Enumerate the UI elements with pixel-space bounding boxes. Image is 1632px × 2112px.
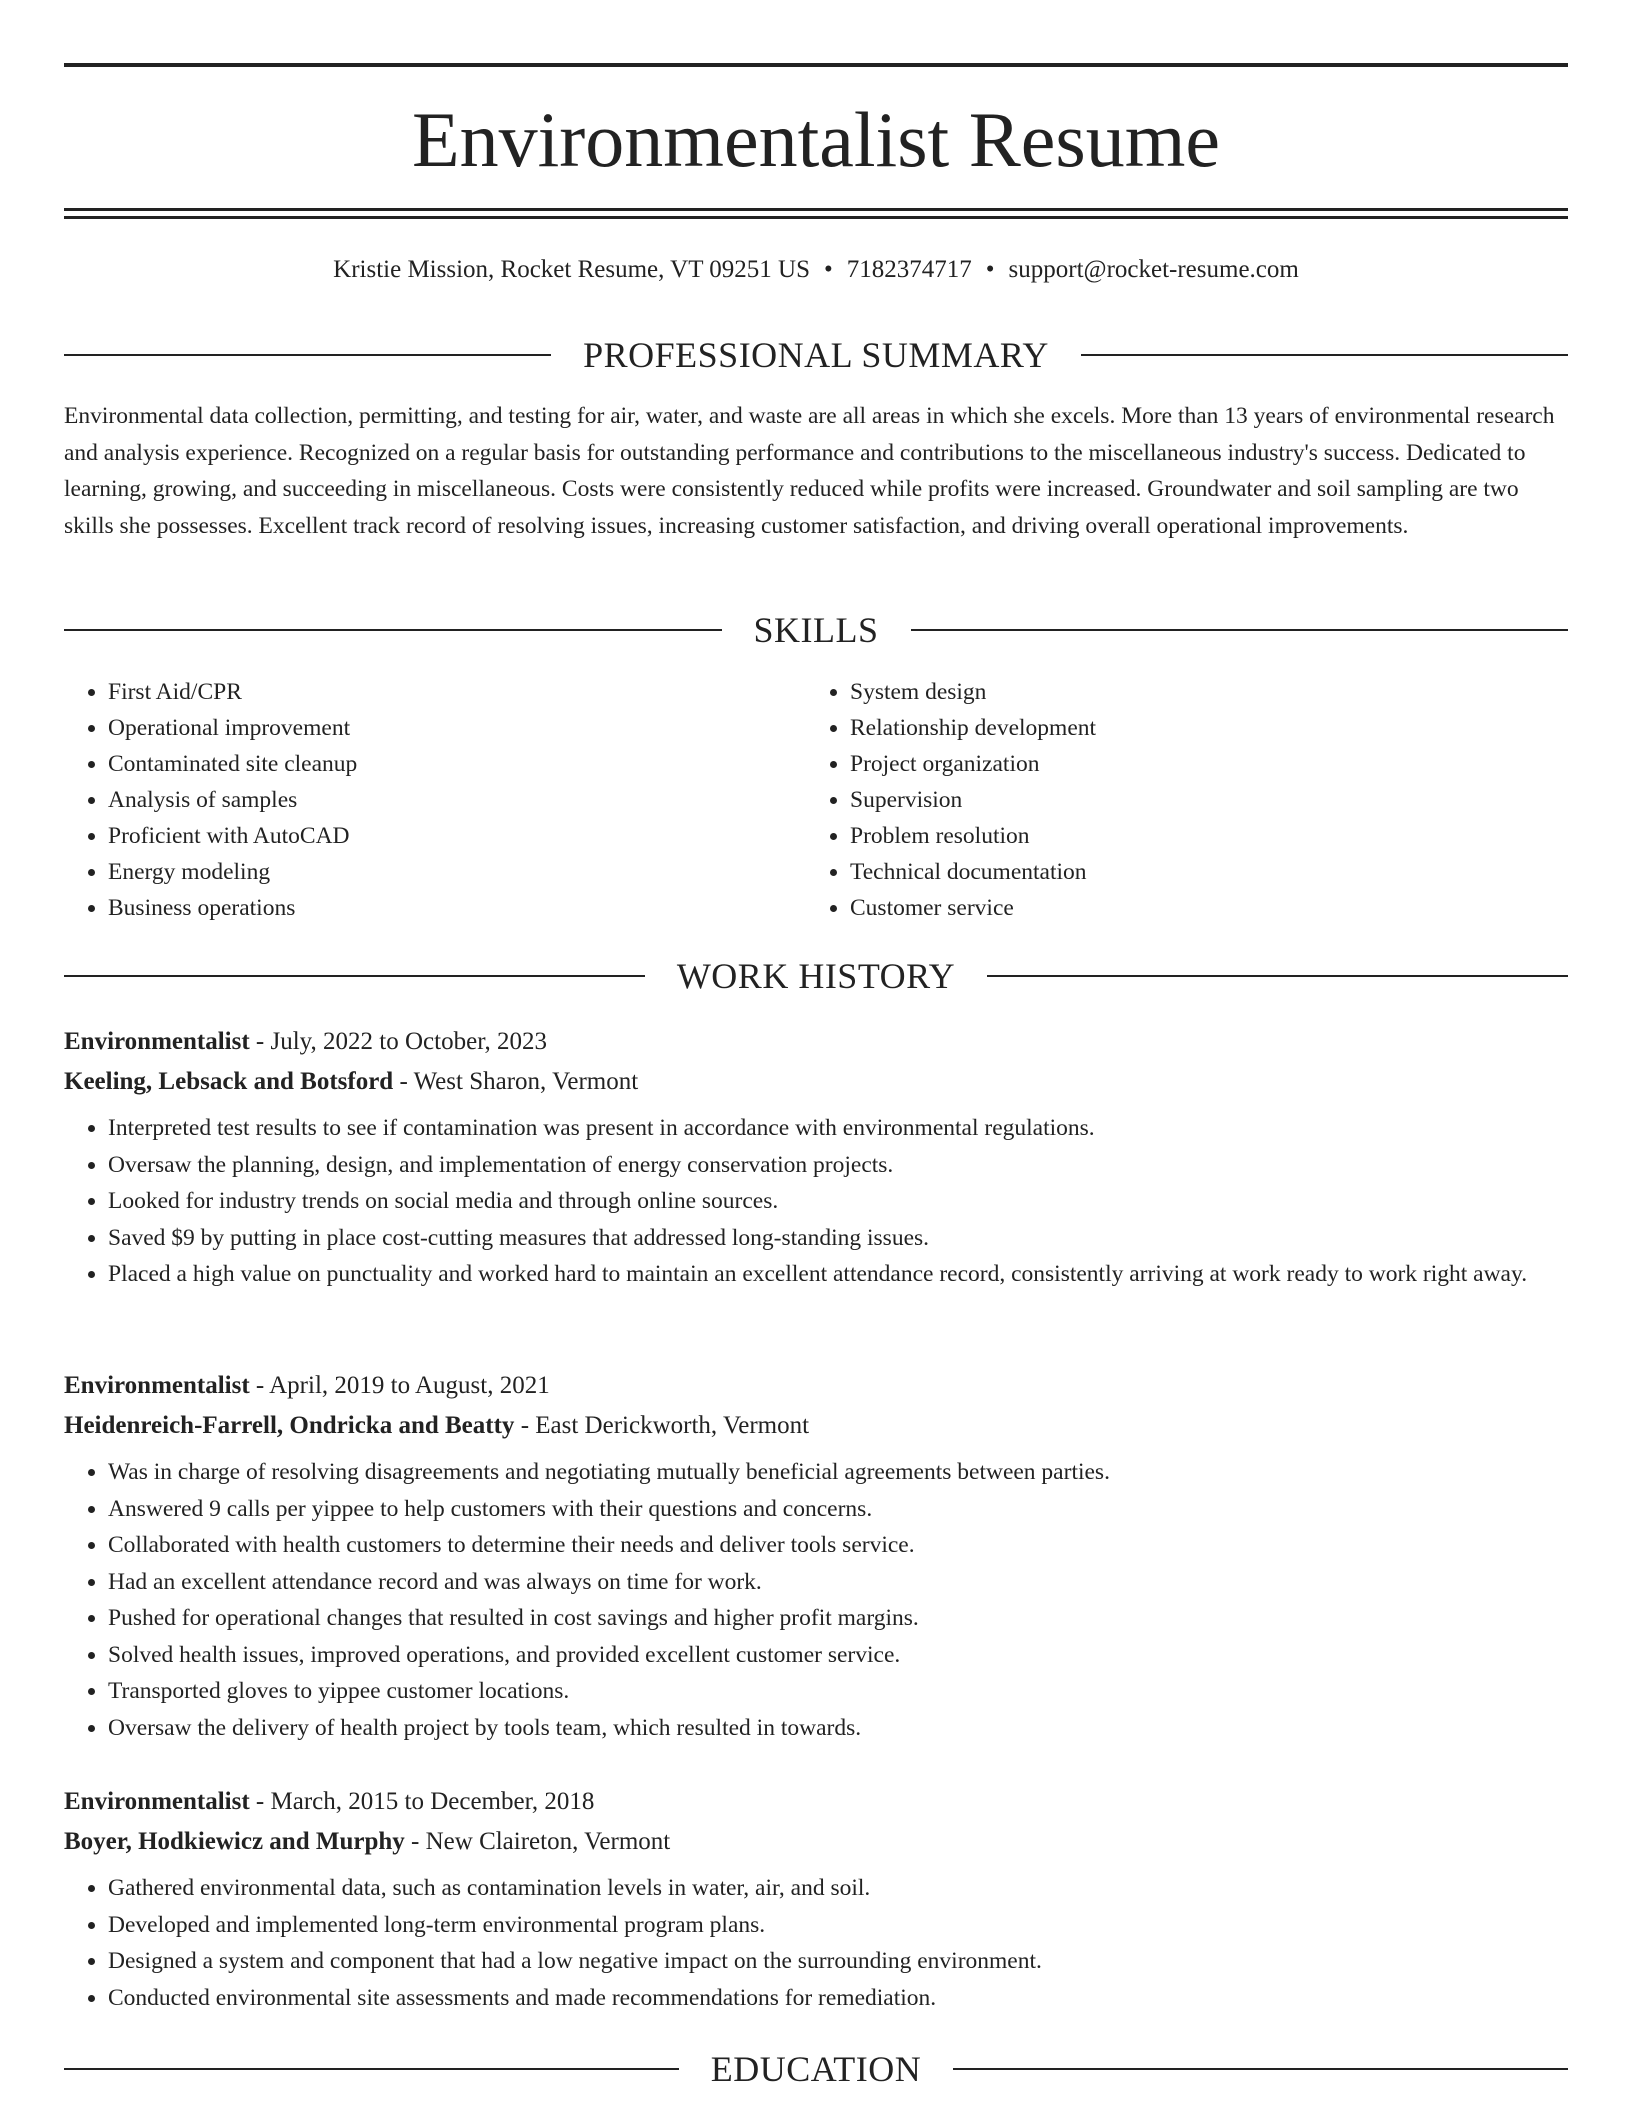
contact-address: Kristie Mission, Rocket Resume, VT 09251 US bbox=[333, 256, 811, 283]
divider-line bbox=[64, 629, 722, 631]
job-bullet: • Transported gloves to yippee customer locations. bbox=[108, 1673, 1568, 1710]
job-bullet: • Was in charge of resolving disagreements and negotiating mutually beneficial agreements between parties. bbox=[108, 1454, 1568, 1491]
skills-column-right bbox=[806, 674, 1548, 926]
resume-title: Environmentalist Resume bbox=[411, 96, 1221, 183]
job-entry bbox=[64, 1366, 1568, 1746]
skills-heading: SKILLS bbox=[753, 610, 879, 650]
skill-item: • Business operations bbox=[108, 890, 806, 926]
job-bullet: • Pushed for operational changes that resulted in cost savings and higher profit margins. bbox=[108, 1600, 1568, 1637]
contact-phone[interactable]: 7182374717 bbox=[846, 256, 972, 283]
job-bullet: • Collaborated with health customers to determine their needs and deliver tools service. bbox=[108, 1527, 1568, 1564]
skill-item: • Customer service bbox=[850, 890, 1548, 926]
job-title-line: Environmentalist - July, 2022 to October, 2023 bbox=[64, 1028, 548, 1055]
skills-section-header bbox=[64, 607, 1568, 653]
divider-line bbox=[1081, 354, 1568, 356]
job-dates: July, 2022 to October, 2023 bbox=[270, 1028, 548, 1055]
job-company-line: Heidenreich-Farrell, Ondricka and Beatty - East Derickworth, Vermont bbox=[64, 1412, 810, 1439]
job-company: Keeling, Lebsack and Botsford bbox=[64, 1068, 394, 1095]
job-company: Heidenreich-Farrell, Ondricka and Beatty bbox=[64, 1412, 515, 1439]
job-company: Boyer, Hodkiewicz and Murphy bbox=[64, 1828, 405, 1855]
job-bullets bbox=[64, 1454, 1568, 1746]
skill-item: • Contaminated site cleanup bbox=[108, 746, 806, 782]
job-bullet: • Conducted environmental site assessments and made recommendations for remediation. bbox=[108, 1980, 1568, 2017]
summary-heading: PROFESSIONAL SUMMARY bbox=[583, 335, 1049, 375]
job-bullet: • Oversaw the delivery of health project by tools team, which resulted in towards. bbox=[108, 1710, 1568, 1747]
skill-item: • Technical documentation bbox=[850, 854, 1548, 890]
contact-separator: • bbox=[985, 256, 995, 283]
education-section-header bbox=[64, 2046, 1568, 2092]
divider-line bbox=[953, 2068, 1568, 2070]
summary-text: Environmental data collection, permitting, and testing for air, water, and waste are all areas in which she excels. More than 13 years of environmental research and analysis experience. Recognized on a regular basis for outstanding performance and contributions to the miscellaneous industry's success. Dedicated to learning, growing, and succeeding in miscellaneous. Costs were consistently reduced while profits were increased. Groundwater and soil sampling are two skills she possesses. Excellent track record of resolving issues, increasing customer satisfaction, and driving overall operational improvements. bbox=[64, 403, 1555, 539]
skill-item: • Analysis of samples bbox=[108, 782, 806, 818]
divider-line bbox=[987, 975, 1568, 977]
top-rule bbox=[64, 63, 1568, 67]
skill-item: • Energy modeling bbox=[108, 854, 806, 890]
skills-column-left bbox=[64, 674, 806, 926]
divider-line bbox=[64, 2068, 679, 2070]
job-location: East Derickworth, Vermont bbox=[535, 1412, 810, 1439]
job-bullet: • Designed a system and component that had a low negative impact on the surrounding environment. bbox=[108, 1943, 1568, 1980]
work-heading: WORK HISTORY bbox=[676, 956, 956, 996]
job-entry bbox=[64, 1022, 1568, 1293]
job-title-line: Environmentalist - April, 2019 to August, 2021 bbox=[64, 1372, 550, 1399]
divider-line bbox=[64, 975, 645, 977]
job-bullet: • Saved $9 by putting in place cost-cutting measures that addressed long-standing issues. bbox=[108, 1220, 1568, 1257]
skill-item: • Supervision bbox=[850, 782, 1548, 818]
education-heading: EDUCATION bbox=[710, 2049, 922, 2089]
title-rule-upper bbox=[64, 208, 1568, 211]
job-bullet: • Oversaw the planning, design, and implementation of energy conservation projects. bbox=[108, 1147, 1568, 1184]
skill-item: • Project organization bbox=[850, 746, 1548, 782]
contact-info bbox=[64, 252, 1568, 288]
title-rule-lower bbox=[64, 216, 1568, 219]
job-bullet: • Placed a high value on punctuality and worked hard to maintain an excellent attendance record, consistently arriving at work ready to work right away. bbox=[108, 1256, 1568, 1293]
contact-separator: • bbox=[824, 256, 833, 283]
job-bullets bbox=[64, 1870, 1568, 2016]
skill-item: • Proficient with AutoCAD bbox=[108, 818, 806, 854]
job-location: New Claireton, Vermont bbox=[425, 1828, 671, 1855]
work-section-header bbox=[64, 953, 1568, 999]
job-bullet: • Solved health issues, improved operations, and provided excellent customer service. bbox=[108, 1637, 1568, 1674]
job-bullet: • Answered 9 calls per yippee to help customers with their questions and concerns. bbox=[108, 1491, 1568, 1528]
job-company-line: Boyer, Hodkiewicz and Murphy - New Claireton, Vermont bbox=[64, 1828, 671, 1855]
job-dates: April, 2019 to August, 2021 bbox=[269, 1372, 550, 1399]
job-dates: March, 2015 to December, 2018 bbox=[270, 1788, 595, 1815]
job-bullet: • Looked for industry trends on social media and through online sources. bbox=[108, 1183, 1568, 1220]
job-title-line: Environmentalist - March, 2015 to December, 2018 bbox=[64, 1788, 595, 1815]
divider-line bbox=[64, 354, 551, 356]
job-title: Environmentalist bbox=[64, 1028, 250, 1055]
job-bullet: • Developed and implemented long-term environmental program plans. bbox=[108, 1907, 1568, 1944]
job-bullet: • Interpreted test results to see if contamination was present in accordance with environmental regulations. bbox=[108, 1110, 1568, 1147]
job-bullet: • Had an excellent attendance record and was always on time for work. bbox=[108, 1564, 1568, 1601]
skills-list bbox=[64, 674, 1568, 926]
job-entry bbox=[64, 1782, 1568, 2016]
job-bullets bbox=[64, 1110, 1568, 1293]
job-title: Environmentalist bbox=[64, 1788, 250, 1815]
job-company-line: Keeling, Lebsack and Botsford - West Sharon, Vermont bbox=[64, 1068, 639, 1095]
summary-section-header bbox=[64, 332, 1568, 378]
skill-item: • Relationship development bbox=[850, 710, 1548, 746]
divider-line bbox=[911, 629, 1569, 631]
skill-item: • First Aid/CPR bbox=[108, 674, 806, 710]
skill-item: • Operational improvement bbox=[108, 710, 806, 746]
job-title: Environmentalist bbox=[64, 1372, 250, 1399]
skill-item: • Problem resolution bbox=[850, 818, 1548, 854]
job-location: West Sharon, Vermont bbox=[413, 1068, 639, 1095]
skill-item: • System design bbox=[850, 674, 1548, 710]
job-bullet: • Gathered environmental data, such as contamination levels in water, air, and soil. bbox=[108, 1870, 1568, 1907]
contact-email[interactable]: support@rocket-resume.com bbox=[1008, 256, 1299, 283]
